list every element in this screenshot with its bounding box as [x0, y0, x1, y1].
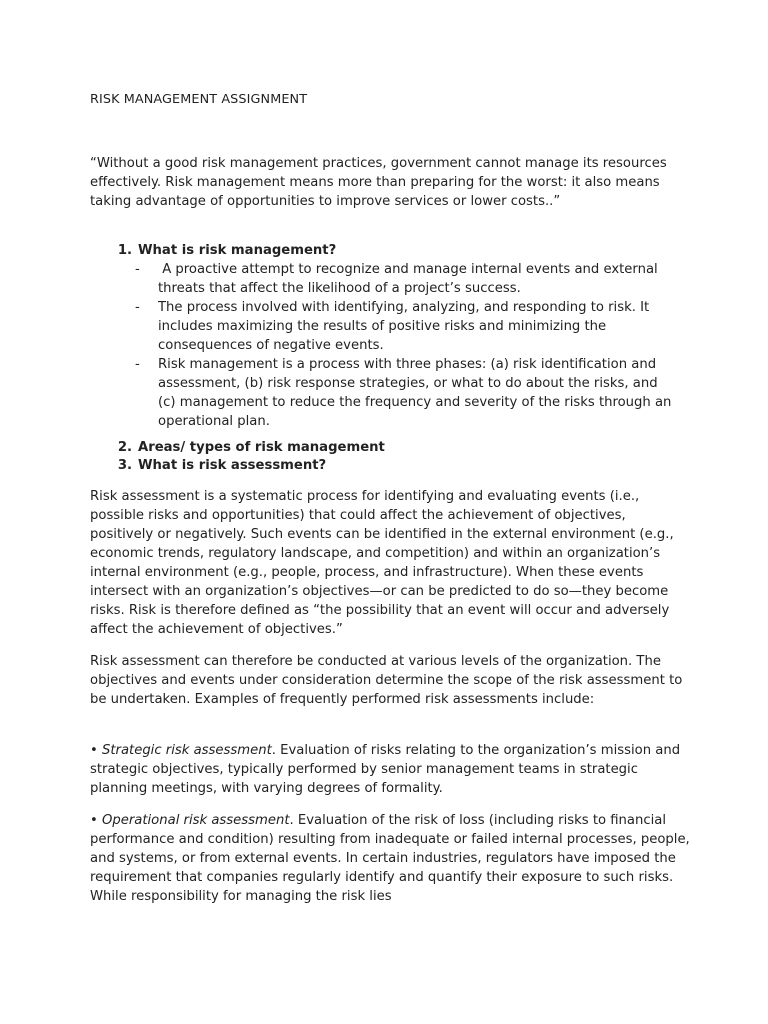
bullet-text: The process involved with identifying, analyzing, and responding to risk. It includes maximizing the results of positive risks and minimizing the consequences of negative events.: [158, 300, 650, 353]
question-text: Areas/ types of risk management: [138, 440, 385, 455]
question-text: What is risk management?: [138, 243, 337, 258]
bullet-dot: •: [90, 813, 102, 828]
operational-risk-text: . Evaluation of the risk of loss (including risks to financial performance and condition) resulting from inadequate or failed internal processes, people, and systems, or from external events. In certain industries, regulators have imposed the requirement that companies regularly identify and quantify their exposure to such risks. While responsibility for managing the risk lies: [90, 813, 690, 904]
strategic-risk-text: . Evaluation of risks relating to the organization’s mission and strategic objectives, typically performed by senior management teams in strategic planning meetings, with varying degrees of formality.: [90, 743, 681, 796]
term-operational-risk-assessment: Operational risk assessment: [101, 813, 290, 828]
paragraph-strategic-risk: [90, 741, 690, 798]
question-number: 1.: [117, 243, 132, 258]
bullet-text: Risk management is a process with three phases: (a) risk identification and assessment, (b) risk response strategies, or what to do about the risks, and (c) management to reduce the frequency and severity of the risks through an operational plan.: [158, 357, 672, 429]
question-item: [90, 457, 690, 475]
bullet-dash: -: [135, 357, 140, 372]
bullet-text: A proactive attempt to recognize and manage internal events and external threats that affect the likelihood of a project’s success.: [158, 262, 662, 296]
question-list-2: [90, 439, 690, 475]
answer-bullet-list: [90, 260, 690, 431]
answer-bullet: [90, 260, 690, 298]
question-text: What is risk assessment?: [138, 458, 327, 473]
question-number: 3.: [117, 458, 132, 473]
bullet-dash: -: [135, 262, 140, 277]
paragraph-operational-risk: [90, 811, 690, 906]
term-strategic-risk-assessment: Strategic risk assessment: [101, 743, 272, 758]
paragraph-risk-assessment-definition: Risk assessment is a systematic process for identifying and evaluating events (i.e., possible risks and opportunities) that could affect the achievement of objectives, positively or negatively. Such events can be identified in the external environment (e.g., economic trends, regulatory landscape, and competition) and within an organization’s internal environment (e.g., people, process, and infrastructure). When these events intersect with an organization’s objectives—or can be predicted to do so—they become risks. Risk is therefore defined as “the possibility that an event will occur and adversely affect the achievement of objectives.”: [90, 489, 674, 637]
question-list-1: [90, 242, 690, 431]
answer-bullet: [90, 298, 690, 355]
answer-bullet: [90, 355, 690, 431]
document-title: RISK MANAGEMENT ASSIGNMENT: [90, 92, 308, 107]
question-number: 2.: [117, 440, 132, 455]
question-item: [90, 242, 690, 431]
question-item: [90, 439, 690, 457]
bullet-dash: -: [135, 300, 140, 315]
paragraph-assessment-levels: Risk assessment can therefore be conducted at various levels of the organization. The objectives and events under consideration determine the scope of the risk assessment to be undertaken. Examples of frequently performed risk assessments include:: [90, 654, 683, 707]
bullet-dot: •: [90, 743, 102, 758]
opening-quote: “Without a good risk management practices, government cannot manage its resources effectively. Risk management means more than preparing for the worst: it also means taking advantage of opportunities to improve services or lower costs..”: [90, 156, 667, 209]
